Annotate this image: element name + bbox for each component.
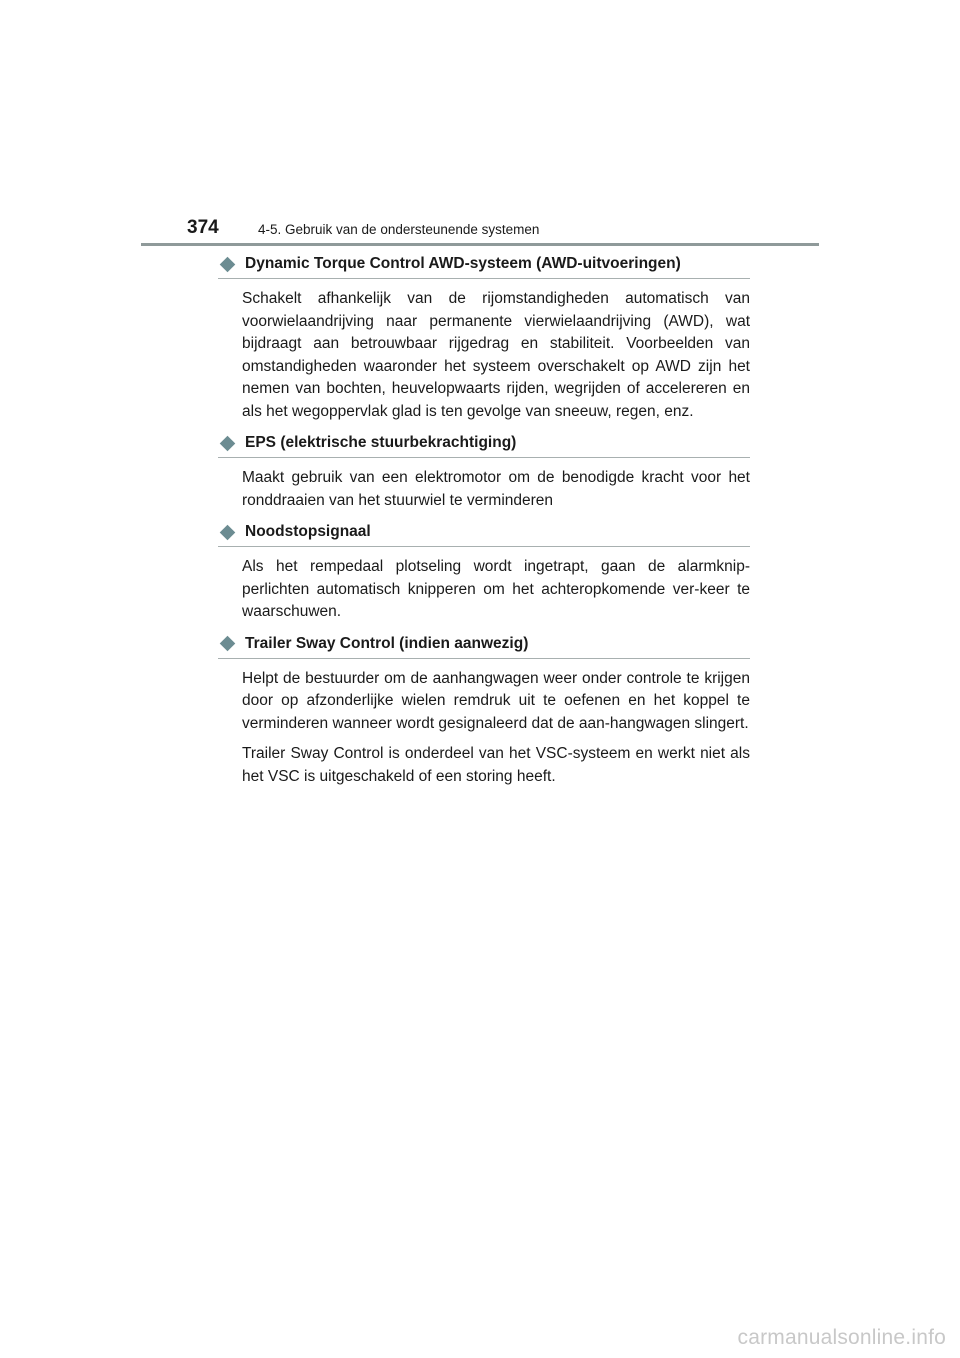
diamond-bullet-icon xyxy=(220,435,236,451)
section-heading xyxy=(218,632,750,659)
section-title: EPS (elektrische stuurbekrachtiging) xyxy=(245,434,517,451)
diamond-bullet-icon xyxy=(220,636,236,652)
section-paragraph: Schakelt afhankelijk van de rijomstandigheden automatisch van voorwielaandrijving naar permanente vierwielaandrijving (AWD), wat bijdraagt aan betrouwbaar rijgedrag en stabiliteit. Voorbeelden van omstandigheden waaronder het systeem overschakelt op AWD zijn het nemen van bochten, heuvelopwaarts rijden, wegrijden of accelereren en als het wegoppervlak glad is ten gevolge van sneeuw, regen, enz. xyxy=(242,290,750,420)
section-title: Dynamic Torque Control AWD-systeem (AWD-uitvoeringen) xyxy=(245,255,681,272)
diamond-bullet-icon xyxy=(220,256,236,272)
section-title: Noodstopsignaal xyxy=(245,523,371,540)
page-header xyxy=(141,214,819,246)
chapter-title: 4-5. Gebruik van de ondersteunende systemen xyxy=(258,222,540,237)
section-heading xyxy=(218,431,750,458)
watermark: carmanualsonline.info xyxy=(737,1326,946,1349)
section-awd xyxy=(218,252,750,423)
section-trailer-sway-control xyxy=(218,632,750,789)
section-heading xyxy=(218,252,750,279)
section-eps xyxy=(218,431,750,512)
section-noodstopsignaal xyxy=(218,520,750,624)
section-heading xyxy=(218,520,750,547)
section-paragraph: Maakt gebruik van een elektromotor om de benodigde kracht voor het ronddraaien van het stuurwiel te verminderen xyxy=(242,469,750,509)
page-number: 374 xyxy=(187,217,219,238)
section-paragraph: Trailer Sway Control is onderdeel van het VSC-systeem en werkt niet als het VSC is uitgeschakeld of een storing heeft. xyxy=(242,745,750,785)
section-paragraph: Helpt de bestuurder om de aanhangwagen weer onder controle te krijgen door op afzonderlijke wielen remdruk uit te oefenen en het koppel te verminderen wanneer wordt gesignaleerd dat de aan-hangwagen slingert. xyxy=(242,669,750,732)
diamond-bullet-icon xyxy=(220,524,236,540)
section-paragraph: Als het rempedaal plotseling wordt ingetrapt, gaan de alarmknip-perlichten automatisch knipperen om het achteropkomende ver-keer te waarschuwen. xyxy=(242,558,750,620)
section-title: Trailer Sway Control (indien aanwezig) xyxy=(245,634,529,652)
page-content xyxy=(218,252,750,796)
header-rule xyxy=(141,243,819,246)
